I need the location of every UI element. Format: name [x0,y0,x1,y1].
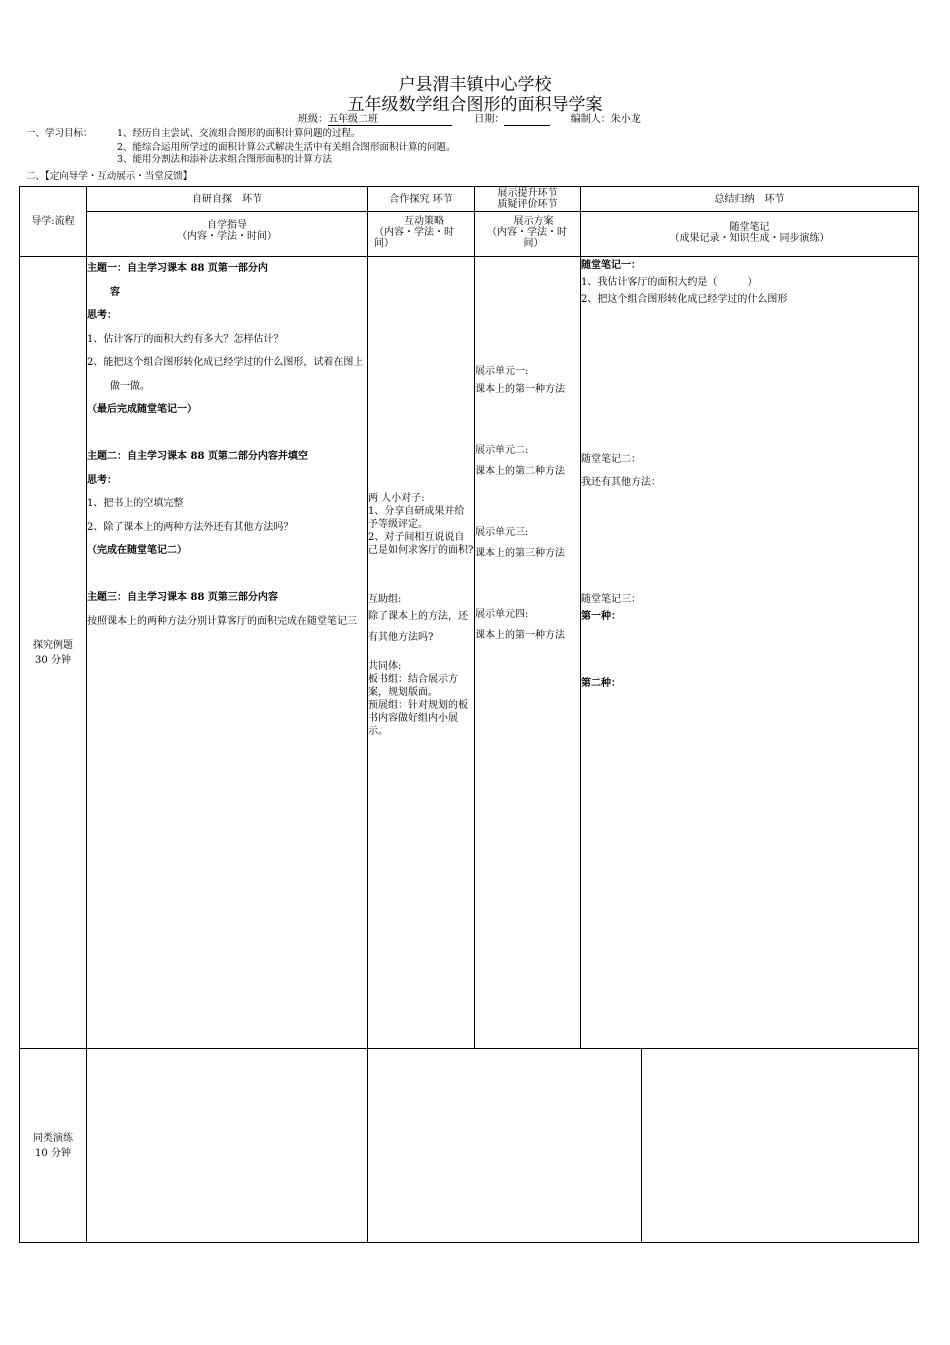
header-cooperation-text: 合作探究 环节 [389,193,453,205]
pair-item-1: 1、分享自研成果并给予等级评定。 [368,506,465,530]
date-label: 日期： [474,114,505,125]
class-label: 班级： [298,114,328,125]
header-summary [581,187,919,212]
help-group-text: 除了课本上的方法，还有其他方法吗? [368,611,468,643]
showcase-unit-2 [475,440,580,482]
header-self-study-text: 自研自探 环节 [192,193,262,205]
pair-item-2: 2、对子间相互说说自己是如何求客厅的面积? [368,532,474,556]
class-field [328,110,452,126]
board-group-text: 板书组：结合展示方案，规划版面。 [368,674,458,698]
showcase-unit-1 [475,365,580,400]
class-value: 五年级二班 [328,114,378,125]
note-one-hint: （最后完成随堂笔记一） [87,404,197,415]
author-label: 编制人：朱小龙 [570,114,641,125]
header-cooperation [368,187,475,212]
subheader-self-study-title: 自学指导 [207,220,247,231]
topic-one-line2: 容 [110,286,120,298]
date-field [504,114,550,126]
showcase-unit-3-title: 展示单元三: [475,527,529,538]
think-label-2: 思考： [87,474,117,486]
note-two-text: 我还有其他方法： [581,477,661,488]
topic-two: 主题二：自主学习课本 88 页第二部分内容并填空 [87,451,308,462]
showcase-unit-1-text: 课本上的第一种方法 [475,384,565,395]
subheader-cooperation-note: （内容・学法・时 [374,227,454,238]
header-meta [298,110,641,126]
showcase-unit-4-text: 课本上的第一种方法 [475,630,565,641]
subheader-notes-title: 随堂笔记 [729,222,770,233]
header-showcase-line2: 质疑评价环节 [497,199,558,210]
question-5: 按照课本上的两种方法分别计算客厅的面积完成在随堂笔记三 [87,615,357,627]
row-practice-label: 同类演练 [33,1132,73,1144]
note-two-hint: （完成在随堂笔记二） [87,545,187,556]
note-two-title: 随堂笔记二： [581,454,641,465]
note-three-title: 随堂笔记三： [581,594,641,605]
flow-label-cell [20,187,87,257]
help-group-title: 互助组: [368,594,402,605]
objectives-label: 一、学习目标： [26,128,93,139]
showcase-cell [475,257,581,1049]
header-showcase-line1: 展示提升环节 [497,188,558,199]
question-2: 2、能把这个组合图形转化成已经学过的什么图形，试着在图上做一做。 [87,357,364,392]
objective-1: 1、经历自主尝试、交流组合图形的面积计算问题的过程。 [117,128,361,139]
subheader-cooperation-note2: 间） [374,238,394,249]
subheader-showcase [475,212,581,257]
practice-cell-3 [642,1049,919,1243]
note-one-title: 随堂笔记一： [581,260,641,271]
think-label-1: 思考： [87,310,117,321]
self-study-cell [87,257,368,1049]
showcase-unit-4 [475,604,580,646]
question-4: 2、除了课本上的两种方法外还有其他方法吗？ [87,521,294,533]
subheader-showcase-note2: 间） [523,238,544,249]
note-one-item-1: 1、我估计客厅的面积大约是（ ） [581,277,758,288]
preview-group-text: 预展组：针对规划的板书内容做好组内小展示。 [368,700,468,737]
showcase-unit-3 [475,522,580,564]
row-explore-time: 30 分钟 [35,654,71,666]
header-self-study [87,187,368,212]
note-one-item-2: 2、把这个组合图形转化成已经学过的什么图形 [581,294,788,305]
document-title: 五年级数学组合图形的面积导学案 [347,95,603,115]
row-practice-label-cell [20,1049,87,1243]
objective-3: 3、能用分割法和添补法求组合图形面积的计算方法 [117,154,333,165]
showcase-unit-2-title: 展示单元二: [475,445,529,456]
header-summary-text: 总结归纳 环节 [714,193,785,205]
topic-three: 主题三：自主学习课本 88 页第三部分内容 [87,592,278,603]
subheader-cooperation-title: 互动策略 [404,216,444,227]
note-three-method-2: 第二种： [581,678,621,689]
objective-2: 2、能综合运用所学过的面积计算公式解决生活中有关组合图形面积计算的问题。 [117,142,456,153]
showcase-unit-4-title: 展示单元四: [475,609,529,620]
note-three-method-1: 第一种： [581,611,621,622]
practice-cell-1 [87,1049,368,1243]
question-3: 1、把书上的空填完整 [87,498,184,509]
row-practice-time: 10 分钟 [35,1147,71,1159]
notes-cell [581,257,919,1049]
cooperation-cell [368,257,475,1049]
showcase-unit-2-text: 课本上的第二种方法 [475,466,565,477]
lesson-table [19,186,919,1243]
subheader-notes-note: （成果记录・知识生成・同步演练） [669,233,830,244]
flow-label: 导学:流程 [31,216,75,227]
question-1: 1、估计客厅的面积大约有多大？怎样估计？ [87,333,284,345]
team-title: 共同体: [368,661,402,672]
subheader-self-study-note: （内容・学法・时间） [177,231,277,242]
row-explore-label: 探究例题 [33,639,73,651]
practice-cell-2 [368,1049,642,1243]
subheader-showcase-title: 展示方案 [513,216,554,227]
showcase-unit-1-title: 展示单元一: [475,366,529,377]
showcase-unit-3-text: 课本上的第三种方法 [475,548,565,559]
pair-title: 两 人小对子: [368,493,425,504]
subheader-showcase-note: （内容・学法・时 [487,227,567,238]
row-explore-label-cell [20,257,87,1049]
subheader-notes [581,212,919,257]
topic-one-line1: 主题一：自主学习课本 88 页第一部分内 [87,263,268,274]
subheader-cooperation [368,212,475,257]
section-two-heading: 二、【定向导学・互动展示・当堂反馈】 [26,171,193,182]
subheader-self-study [87,212,368,257]
header-showcase [475,187,581,212]
school-name: 户县渭丰镇中心学校 [398,75,552,95]
